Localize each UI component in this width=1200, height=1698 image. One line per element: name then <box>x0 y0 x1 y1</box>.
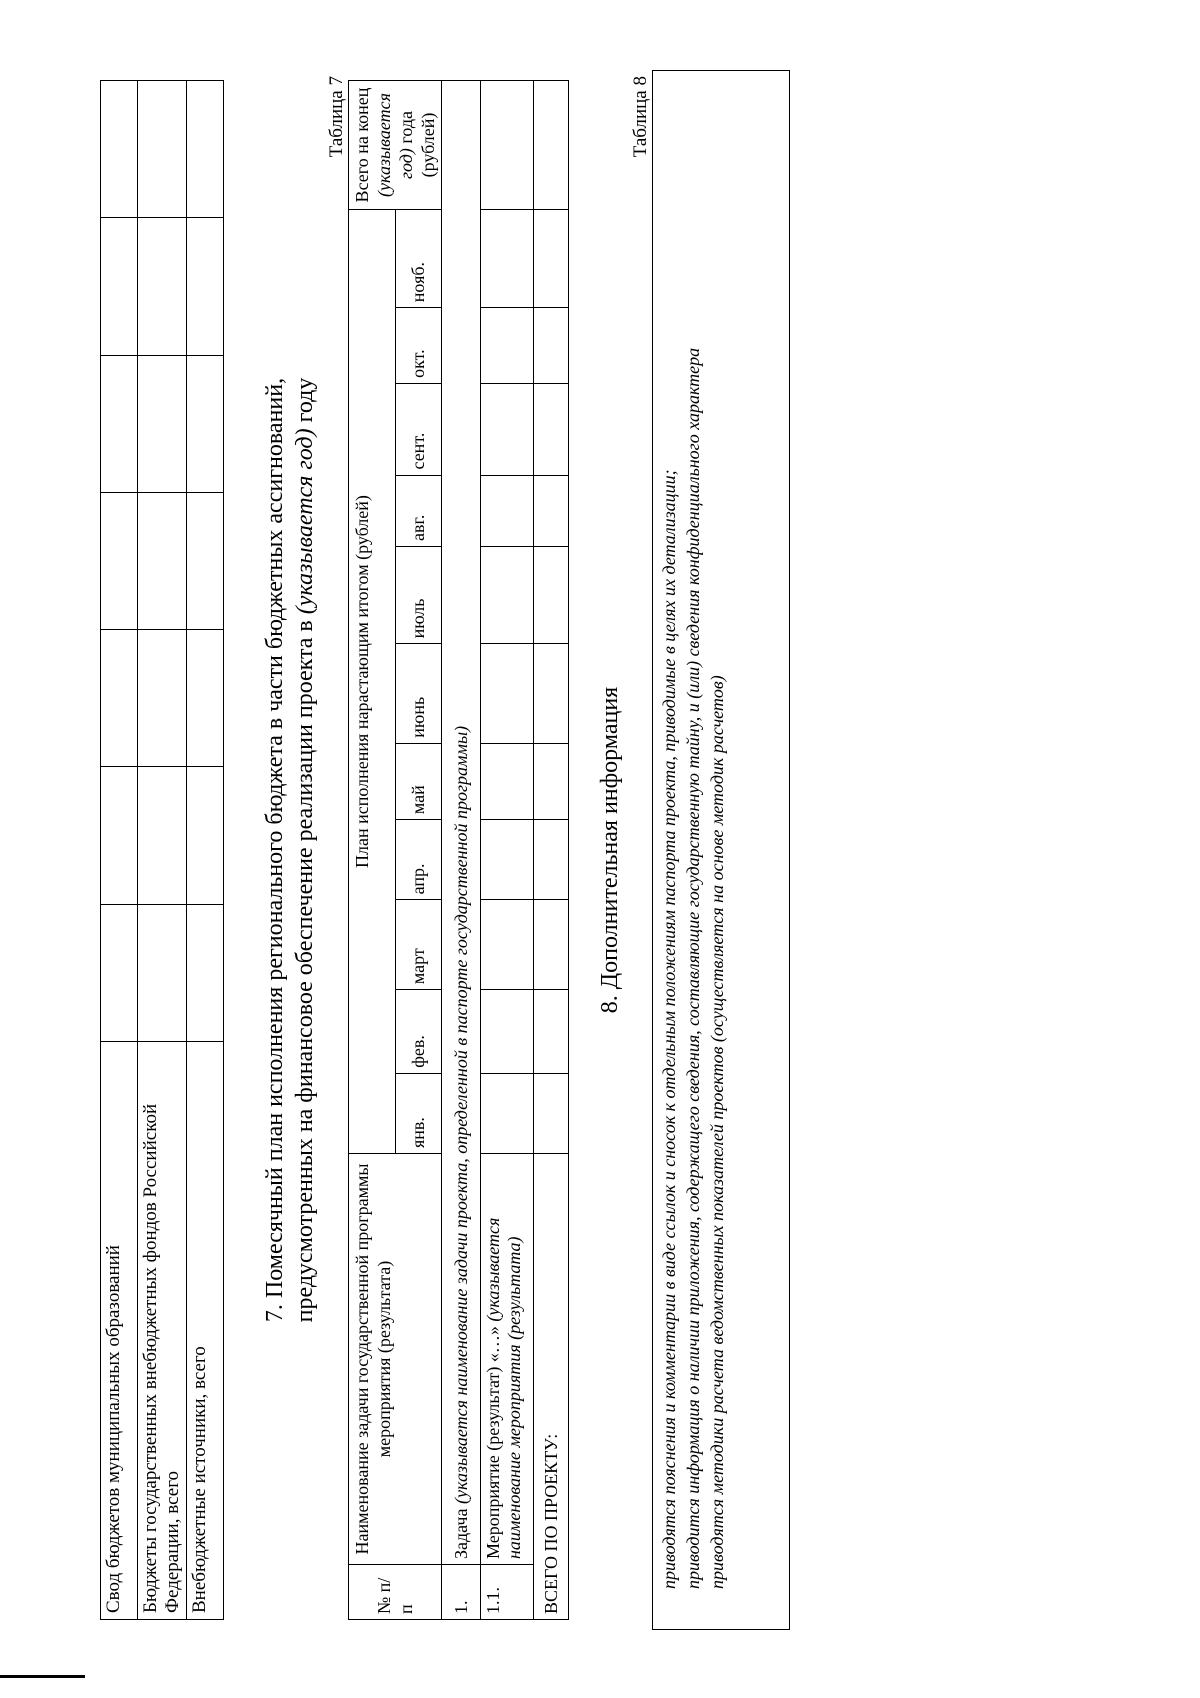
col-num-header: № п/п <box>349 1565 442 1620</box>
task-row-text: Задача (указывается наименование задачи проекта, определенной в паспорте государственной программы) <box>442 81 481 1565</box>
section-7-heading-line2: предусмотренных на финансовое обеспечение реализации проекта в (указывается год) году <box>292 377 318 1323</box>
month-header: май <box>395 743 442 819</box>
rotated-content <box>100 70 980 1630</box>
table-row <box>481 81 534 1620</box>
month-header: июль <box>395 547 442 644</box>
table-row-label: Внебюджетные источники, всего <box>187 1042 224 1620</box>
col-total-header: Всего на конец (указывается год) года (рублей) <box>349 81 442 210</box>
table-row <box>653 71 790 1630</box>
month-header: апр. <box>395 820 442 900</box>
table-row <box>101 81 138 1620</box>
info-paragraph: приводится информация о наличии приложения, содержащего сведения, составляющие государственную тайну, и (или) сведения конфиденциального характера <box>683 347 703 1589</box>
scan-edge-mark <box>0 1675 85 1678</box>
col-name-header: Наименование задачи государственной программы мероприятия (результата) <box>349 1154 442 1565</box>
table-header-row <box>349 81 396 1620</box>
table-8-label: Таблица 8 <box>630 76 651 158</box>
table-6-fragment <box>100 80 224 1620</box>
table-row-label: Бюджеты государственных внебюджетных фондов Российской Федерации, всего <box>138 1042 187 1620</box>
additional-info-cell <box>653 71 790 1630</box>
table-row <box>442 81 481 1620</box>
table-row-label: Свод бюджетов муниципальных образований <box>101 1042 138 1620</box>
info-paragraph: приводятся пояснения и комментарии в виде ссылок и сносок к отдельным положениям паспорта проекта, приводимые в целях их детализации; <box>659 469 679 1589</box>
total-row-label: ВСЕГО ПО ПРОЕКТУ: <box>534 1154 569 1620</box>
month-header: фев. <box>395 990 442 1074</box>
table-8 <box>652 70 790 1630</box>
month-header: окт. <box>395 308 442 384</box>
col-plan-header: План исполнения нарастающим итогом (рублей) <box>349 210 396 1154</box>
table-7-label: Таблица 7 <box>326 76 347 158</box>
month-header: июнь <box>395 644 442 743</box>
month-header: янв. <box>395 1073 442 1153</box>
info-paragraph: приводятся методики расчета ведомственных показателей проектов (осуществляется на основе методик расчетов) <box>707 675 727 1589</box>
section-8-heading: 8. Дополнительная информация <box>597 686 623 1014</box>
month-header: март <box>395 900 442 990</box>
month-header: авг. <box>395 475 442 547</box>
table-row <box>138 81 187 1620</box>
month-header: сент. <box>395 383 442 475</box>
section-7-heading-line1: 7. Помесячный план исполнения регионального бюджета в части бюджетных ассигнований, <box>262 377 288 1323</box>
month-header: нояб. <box>395 210 442 308</box>
row-num: 1.1. <box>481 1565 534 1620</box>
row-num: 1. <box>442 1565 481 1620</box>
event-row-text: Мероприятие (результат) «…» (указывается наименование мероприятия (результата) <box>481 1154 534 1565</box>
table-row <box>187 81 224 1620</box>
section-7-heading <box>260 110 320 1590</box>
table-7 <box>348 80 569 1620</box>
table-row <box>534 81 569 1620</box>
